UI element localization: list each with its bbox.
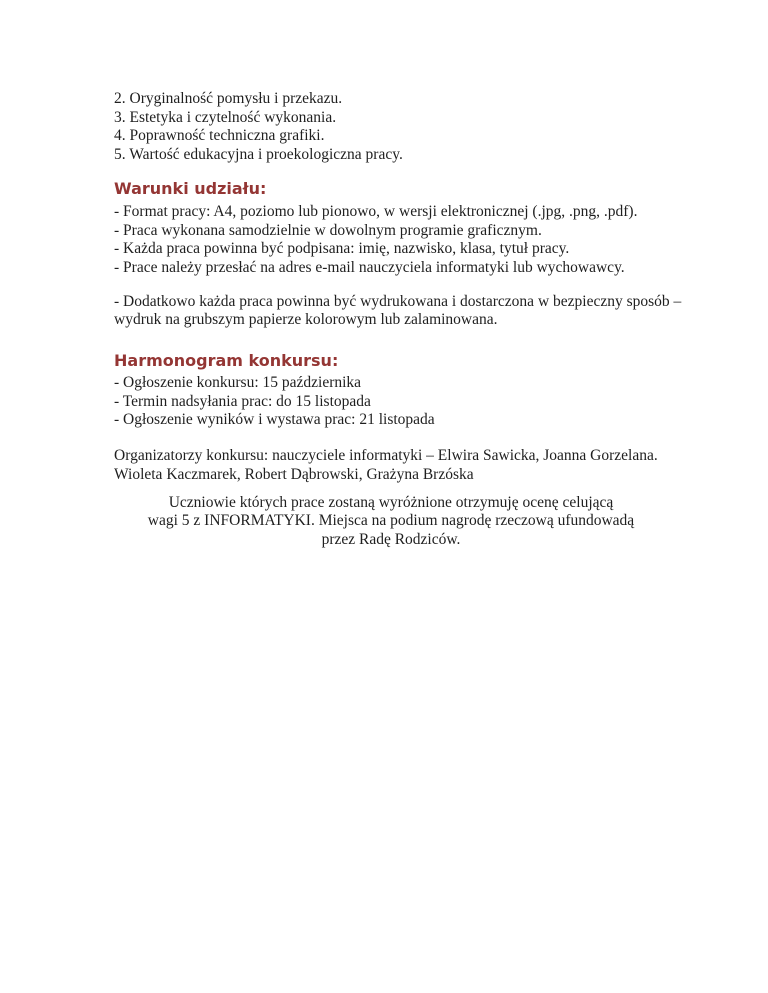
- harmonogram-item: - Ogłoszenie konkursu: 15 października: [114, 374, 362, 392]
- criteria-item: 4. Poprawność techniczna grafiki.: [114, 127, 325, 145]
- award-note-line: Uczniowie których prace zostaną wyróżnione otrzymuję ocenę celującą: [168, 493, 614, 511]
- section-heading-warunki-udzialu: Warunki udziału:: [114, 178, 267, 198]
- award-note-line: wagi 5 z INFORMATYKI. Miejsca na podium nagrodę rzeczową ufundowadą: [147, 512, 635, 530]
- additional-note-line: - Dodatkowo każda praca powinna być wydrukowana i dostarczona w bezpieczny sposób –: [114, 292, 682, 310]
- harmonogram-item: - Termin nadsyłania prac: do 15 listopada: [114, 392, 371, 410]
- warunki-item: - Każda praca powinna być podpisana: imię, nazwisko, klasa, tytuł pracy.: [114, 240, 570, 258]
- warunki-item: - Format pracy: A4, poziomo lub pionowo, w wersji elektronicznej (.jpg, .png, .pdf).: [114, 202, 638, 220]
- criteria-item: 5. Wartość edukacyjna i proekologiczna pracy.: [114, 146, 403, 164]
- warunki-item: - Praca wykonana samodzielnie w dowolnym programie graficznym.: [114, 221, 542, 239]
- additional-note-paragraph: [114, 292, 682, 330]
- harmonogram-item-list: [114, 374, 668, 430]
- organizers-line: Wioleta Kaczmarek, Robert Dąbrowski, Grażyna Brzóska: [114, 465, 474, 483]
- organizers-line: Organizatorzy konkursu: nauczyciele informatyki – Elwira Sawicka, Joanna Gorzelana.: [114, 447, 658, 465]
- section-heading-harmonogram: Harmonogram konkursu:: [114, 351, 339, 371]
- additional-note-line: wydruk na grubszym papierze kolorowym lub zalaminowana.: [114, 311, 498, 329]
- criteria-item: 3. Estetyka i czytelność wykonania.: [114, 108, 337, 126]
- award-note-line: przez Radę Rodziców.: [321, 530, 461, 548]
- harmonogram-item: - Ogłoszenie wyników i wystawa prac: 21 listopada: [114, 411, 435, 429]
- warunki-item: - Prace należy przesłać na adres e-mail nauczyciela informatyki lub wychowawcy.: [114, 258, 625, 276]
- organizers-paragraph: [114, 447, 668, 484]
- criteria-list: [114, 90, 668, 165]
- criteria-item: 2. Oryginalność pomysłu i przekazu.: [114, 90, 343, 107]
- award-note-paragraph: [114, 494, 668, 550]
- warunki-item-list: [114, 203, 668, 278]
